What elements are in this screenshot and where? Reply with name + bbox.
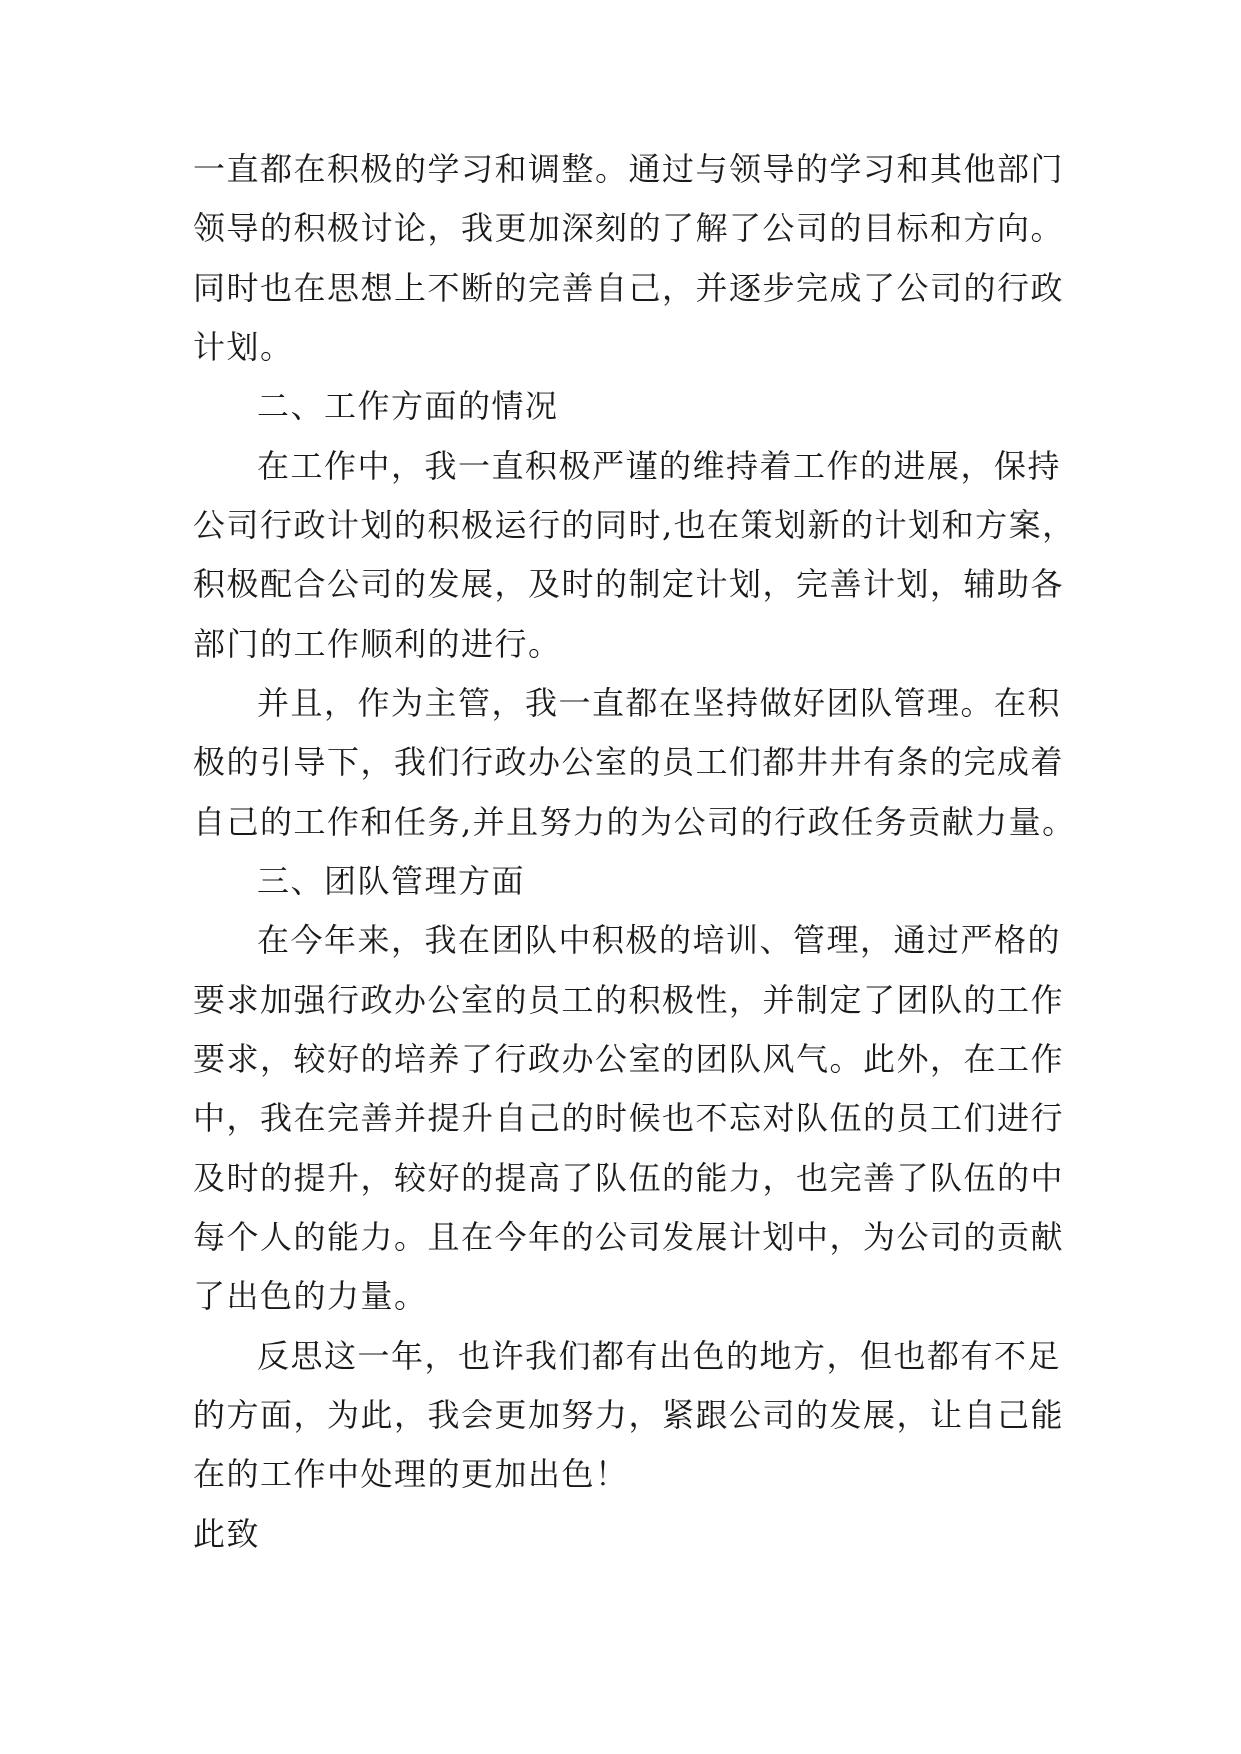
text-line: 每个人的能力。且在今年的公司发展计划中，为公司的贡献	[193, 1218, 1065, 1256]
text-line: 积极配合公司的发展，及时的制定计划，完善计划，辅助各	[193, 565, 1065, 603]
text-line: 了出色的力量。	[193, 1277, 428, 1315]
text-line: 要求加强行政办公室的员工的积极性，并制定了团队的工作	[193, 981, 1065, 1019]
text-line: 自己的工作和任务,并且努力的为公司的行政任务贡献力量。	[193, 803, 1076, 841]
text-line: 部门的工作顺利的进行。	[193, 625, 562, 663]
text-line: 极的引导下，我们行政办公室的员工们都井井有条的完成着	[193, 743, 1065, 781]
text-line: 公司行政计划的积极运行的同时,也在策划新的计划和方案，	[193, 506, 1076, 544]
text-line: 在工作中，我一直积极严谨的维持着工作的进展，保持	[257, 447, 1062, 485]
text-line: 计划。	[193, 328, 294, 366]
text-line: 一直都在积极的学习和调整。通过与领导的学习和其他部门	[193, 150, 1065, 188]
text-line: 及时的提升，较好的提高了队伍的能力，也完善了队伍的中	[193, 1159, 1065, 1197]
text-line: 在今年来，我在团队中积极的培训、管理，通过严格的	[257, 921, 1062, 959]
text-line: 中，我在完善并提升自己的时候也不忘对队伍的员工们进行	[193, 1099, 1065, 1137]
text-line: 并且，作为主管，我一直都在坚持做好团队管理。在积	[257, 684, 1062, 722]
text-line: 在的工作中处理的更加出色！	[193, 1455, 629, 1493]
text-line: 反思这一年，也许我们都有出色的地方，但也都有不足	[257, 1337, 1062, 1375]
text-line: 领导的积极讨论，我更加深刻的了解了公司的目标和方向。	[193, 209, 1065, 247]
section-heading: 三、团队管理方面	[257, 862, 526, 900]
section-heading: 二、工作方面的情况	[257, 387, 559, 425]
closing-salutation: 此致	[193, 1515, 261, 1553]
text-line: 同时也在思想上不断的完善自己，并逐步完成了公司的行政	[193, 269, 1065, 307]
text-line: 的方面，为此，我会更加努力，紧跟公司的发展，让自己能	[193, 1396, 1065, 1434]
text-line: 要求，较好的培养了行政办公室的团队风气。此外，在工作	[193, 1040, 1065, 1078]
